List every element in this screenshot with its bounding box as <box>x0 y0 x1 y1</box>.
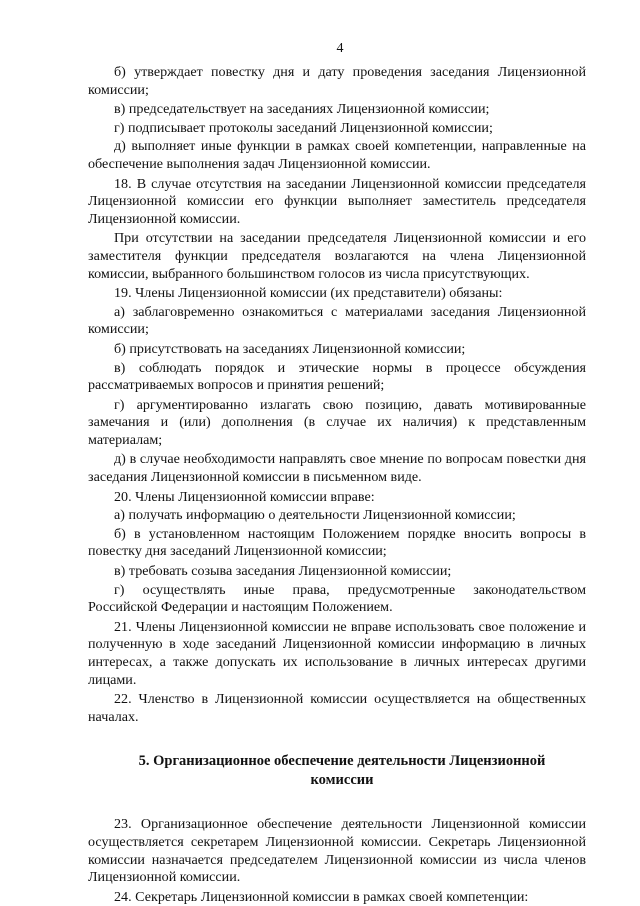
paragraph: в) соблюдать порядок и этические нормы в процессе обсуждения рассматриваемых вопросов и принятия решений; <box>88 359 586 394</box>
paragraph: б) присутствовать на заседаниях Лицензионной комиссии; <box>114 340 466 357</box>
paragraph: 24. Секретарь Лицензионной комиссии в рамках своей компетенции: <box>114 888 529 905</box>
paragraph: в) председательствует на заседаниях Лицензионной комиссии; <box>114 101 490 118</box>
paragraph: в) требовать созыва заседания Лицензионной комиссии; <box>114 563 452 580</box>
paragraph: 19. Члены Лицензионной комиссии (их представители) обязаны: <box>114 285 503 302</box>
paragraph: а) получать информацию о деятельности Лицензионной комиссии; <box>114 507 516 524</box>
paragraph: 21. Члены Лицензионной комиссии не вправе использовать свое положение и полученную в ходе заседаний Лицензионной комиссии информацию в личных интересах, а также допускать их использование в личных интересах другими лицами. <box>88 618 586 688</box>
paragraph: а) заблаговременно ознакомиться с материалами заседания Лицензионной комиссии; <box>88 303 586 338</box>
paragraph: 23. Организационное обеспечение деятельности Лицензионной комиссии осуществляется секретарем Лицензионной комиссии. Секретарь Лицензионной комиссии назначается председателем Лицензионной комиссии из числа членов Лицензионной комиссии. <box>88 816 586 886</box>
paragraph: При отсутствии на заседании председателя Лицензионной комиссии и его заместителя функции председателя возлагаются на члена Лицензионной комиссии, выбранного большинством голосов из числа присутствующих. <box>88 230 586 282</box>
paragraph: 18. В случае отсутствия на заседании Лицензионной комиссии председателя Лицензионной комиссии его функции выполняет заместитель председателя Лицензионной комиссии. <box>88 175 586 227</box>
paragraph: д) в случае необходимости направлять свое мнение по вопросам повестки дня заседания Лицензионной комиссии в письменном виде. <box>88 451 586 486</box>
section-heading-line: комиссии <box>310 772 374 789</box>
paragraph: 20. Члены Лицензионной комиссии вправе: <box>114 488 375 505</box>
document-body <box>88 64 586 906</box>
paragraph: д) выполняет иные функции в рамках своей компетенции, направленные на обеспечение выполнения задач Лицензионной комиссии. <box>88 138 586 172</box>
section-heading <box>108 752 576 790</box>
paragraph: г) аргументированно излагать свою позицию, давать мотивированные замечания и (или) дополнения (в случае их наличия) к представленным материалам; <box>88 396 586 448</box>
paragraph: б) утверждает повестку дня и дату проведения заседания Лицензионной комиссии; <box>88 64 586 98</box>
paragraph: г) осуществлять иные права, предусмотренные законодательством Российской Федерации и настоящим Положением. <box>88 581 586 616</box>
paragraph: б) в установленном настоящим Положением порядке вносить вопросы в повестку дня заседаний Лицензионной комиссии; <box>88 525 586 560</box>
section-heading-line: 5. Организационное обеспечение деятельности Лицензионной <box>138 753 546 770</box>
paragraph: г) подписывает протоколы заседаний Лицензионной комиссии; <box>114 119 493 136</box>
paragraph: 22. Членство в Лицензионной комиссии осуществляется на общественных началах. <box>88 691 586 725</box>
page-number: 4 <box>336 41 344 56</box>
